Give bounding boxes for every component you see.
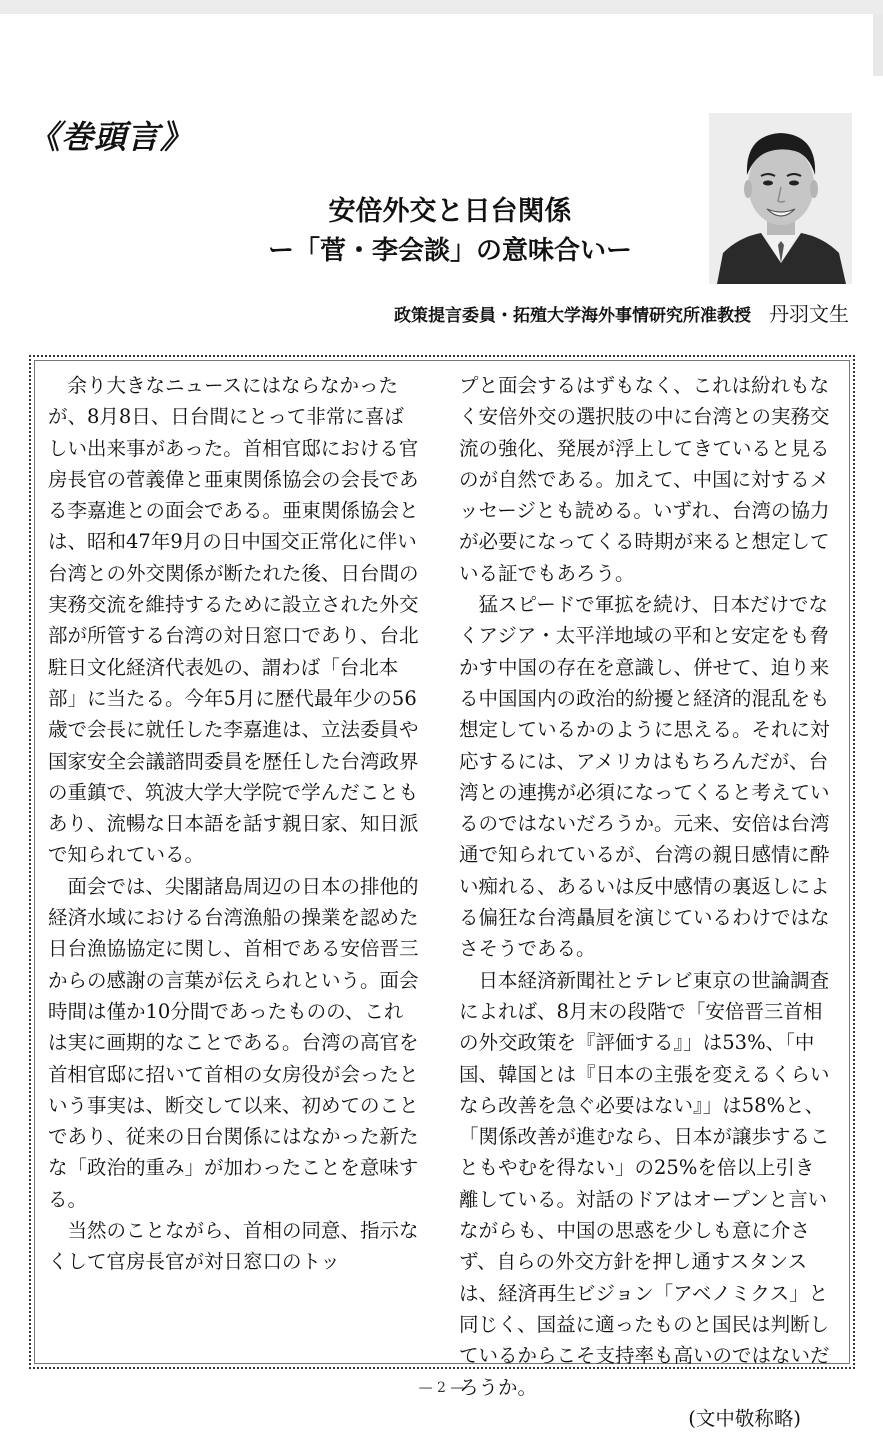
author-affiliation: 政策提言委員・拓殖大学海外事情研究所准教授 [394, 306, 751, 326]
body-paragraph: 余り大きなニュースにはならなかったが、8月8日、日台間にとって非常に喜ばしい出来事があった。首相官邸における官房長官の菅義偉と亜東関係協会の会長である李嘉進との面会である。亜東関係協会とは、昭和47年9月の日中国交正常化に伴い台湾との外交関係が断たれた後、日台間の実務交流を維持するために設立された外交部が所管する台湾の対日窓口であり、台北駐日文化経済代表処の、謂わば「台北本部」に当たる。今年5月に歴代最年少の56歳で会長に就任した李嘉進は、立法委員や国家安全会議諮問委員を歴任した台湾政界の重鎮で、筑波大学大学院で学んだこともあり、流暢な日本語を話す親日家、知日派で知られている。 [48, 374, 419, 867]
body-paragraph: 日本経済新聞社とテレビ東京の世論調査によれば、8月末の段階で「安倍晋三首相の外交政策を『評価する』」は53%、「中国、韓国とは『日本の主張を変えるくらいなら改善を急ぐ必要はない』」は58%と、「関係改善が進むなら、日本が譲歩することもやむを得ない」の25%を倍以上引き離している。対話のドアはオープンと言いながらも、中国の思惑を少しも意に介さず、自らの外交方針を押し通すスタンスは、経済再生ビジョン「アベノミクス」と同じく、国益に適ったものと国民は判断しているからこそ支持率も高いのではないだろうか。 [459, 968, 830, 1399]
article-subtitle: ー「菅・李会談」の意味合いー [267, 236, 632, 266]
article-title-block [190, 194, 710, 270]
author-byline [394, 298, 849, 327]
body-paragraph: 猛スピードで軍拡を続け、日本だけでなくアジア・太平洋地域の平和と安定をも脅かす中国の存在を意識し、併せて、迫り来る中国国内の政治的紛擾と経済的混乱をも想定しているかのように思える。それに対応するには、アメリカはもちろんだが、台湾との連携が必須になってくると考えているのではないだろうか。元来、安倍は台湾通で知られているが、台湾の親日感情に酔い痴れる、あるいは反中感情の裏返しによる偏狂な台湾贔屓を演じているわけではなさそうである。 [459, 593, 830, 961]
body-column-right [459, 370, 831, 1434]
page-edge-shadow [873, 14, 883, 76]
article-title: 安倍外交と日台関係 [328, 196, 572, 227]
body-paragraph: プと面会するはずもなく、これは紛れもなく安倍外交の選択肢の中に台湾との実務交流の強化、発展が浮上してきていると見るのが自然である。加えて、中国に対するメッセージとも読める。いずれ、台湾の協力が必要になってくる時期が来ると想定している証でもあろう。 [459, 374, 830, 585]
top-margin-band [0, 0, 883, 14]
page-number: — 2 — [418, 1380, 465, 1396]
body-column-left [48, 370, 420, 1278]
body-paragraph: 当然のことながら、首相の同意、指示なくして官房長官が対日窓口のトッ [48, 1219, 419, 1274]
closing-note: (文中敬称略) [688, 1406, 801, 1430]
body-paragraph: 面会では、尖閣諸島周辺の日本の排他的経済水域における台湾漁船の操業を認めた日台漁協協定に関し、首相である安倍晋三からの感謝の言葉が伝えられという。面会時間は僅か10分間であったものの、これは実に画期的なことである。台湾の高官を首相官邸に招いて首相の女房役が会ったという事実は、断交して以来、初めてのことであり、従来の日台関係にはなかった新たな「政治的重み」が加わったことを意味する。 [48, 874, 419, 1211]
section-label: 《巻頭言》 [28, 118, 194, 156]
author-photo [709, 113, 852, 284]
author-portrait-image [709, 113, 852, 284]
author-name: 丹羽文生 [769, 302, 849, 326]
